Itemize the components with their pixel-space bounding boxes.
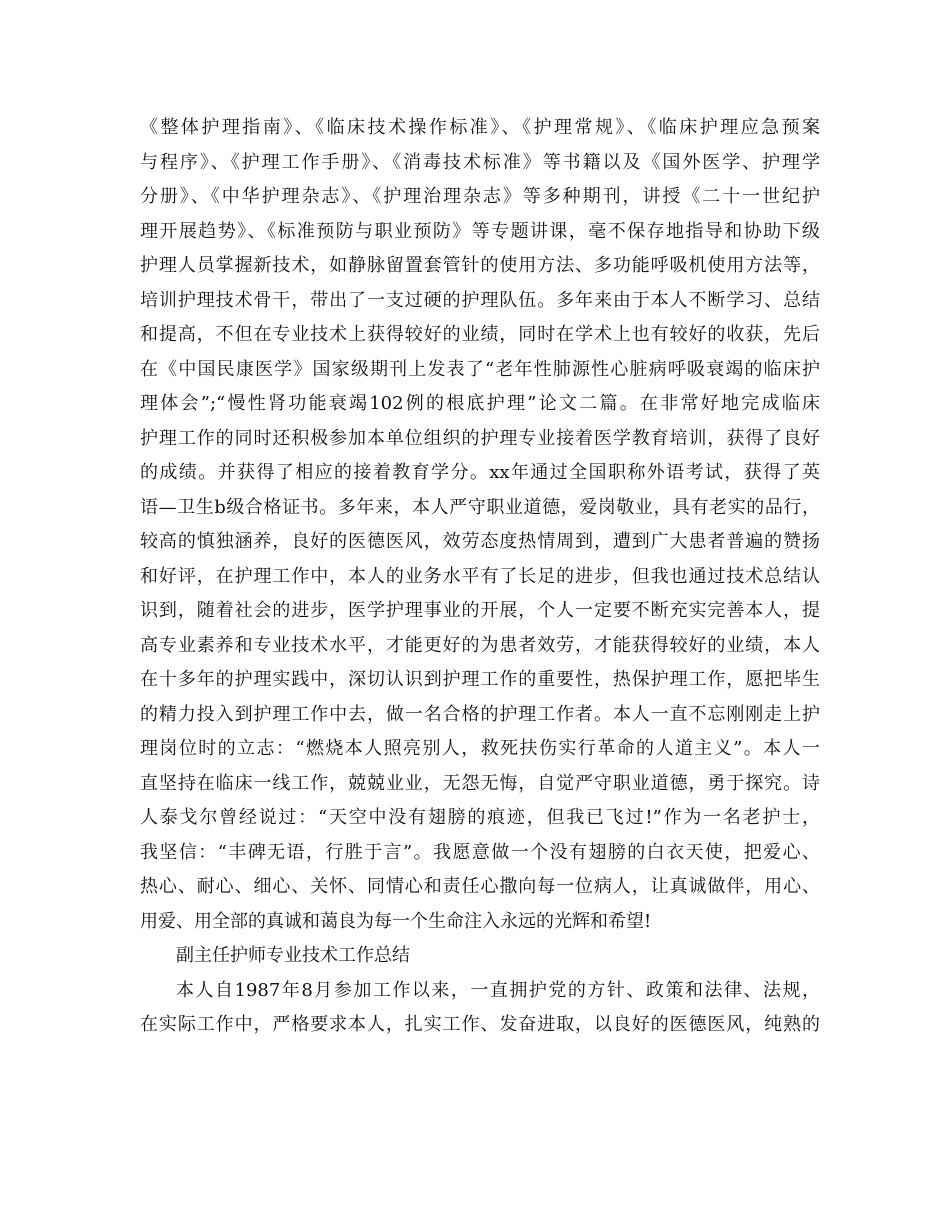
body-line: 护理工作的同时还积极参加本单位组织的护理专业接着医学教育培训，获得了良好 [140,427,820,449]
body-line: 热心、耐心、细心、关怀、同情心和责任心撒向每一位病人，让真诚做伴，用心、 [140,876,820,897]
body-line: 分册》、《中华护理杂志》、《护理治理杂志》等多种期刊，讲授《二十一世纪护 [140,186,820,207]
body-line: 在十多年的护理实践中，深切认识到护理工作的重要性，热保护理工作，愿把毕生 [140,669,820,690]
body-line: 人泰戈尔曾经说过：“天空中没有翅膀的痕迹，但我已飞过!”作为一名老护士， [140,807,820,828]
body-line: 培训护理技术骨干，带出了一支过硬的护理队伍。多年来由于本人不断学习、总结 [140,289,820,311]
body-line: 理开展趋势》、《标准预防与职业预防》等专题讲课，毫不保存地指导和协助下级 [140,220,820,242]
body-line: 的成绩。并获得了相应的接着教育学分。xx年通过全国职称外语考试，获得了英 [140,462,820,483]
body-line: 高专业素养和专业技术水平，才能更好的为患者效劳，才能获得较好的业绩，本人 [140,634,820,656]
section-title: 副主任护师专业技术工作总结 [176,945,410,966]
body-line: 理体会”;“慢性肾功能衰竭102例的根底护理”论文二篇。在非常好地完成临床 [140,393,820,414]
body-line: 理岗位时的立志：“燃烧本人照亮别人，救死扶伤实行革命的人道主义”。本人一 [140,738,820,759]
body-line-last: 用爱、用全部的真诚和蔼良为每一个生命注入永远的光辉和希望! [140,910,652,932]
body-line: 直坚持在临床一线工作，兢兢业业，无怨无悔，自觉严守职业道德，勇于探究。诗 [140,772,820,794]
body-line: 和好评，在护理工作中，本人的业务水平有了长足的进步，但我也通过技术总结认 [140,565,820,587]
body-line: 较高的慎独涵养，良好的医德医风，效劳态度热情周到，遭到广大患者普遍的赞扬 [140,531,820,552]
document-body [140,111,820,1043]
body-line: 我坚信：“丰碑无语，行胜于言”。我愿意做一个没有翅膀的白衣天使，把爱心、 [140,841,820,863]
body-line: 和提高，不但在专业技术上获得较好的业绩，同时在学术上也有较好的收获，先后 [140,324,820,345]
body-line: 的精力投入到护理工作中去，做一名合格的护理工作者。本人一直不忘刚刚走上护 [140,703,820,725]
body-line: 语—卫生b级合格证书。多年来，本人严守职业道德，爱岗敬业，具有老实的品行， [140,496,820,518]
body-line: 与程序》、《护理工作手册》、《消毒技术标准》等书籍以及《国外医学、护理学 [140,151,820,173]
body-line: 《整体护理指南》、《临床技术操作标准》、《护理常规》、《临床护理应急预案 [140,117,820,138]
body-line: 本人自1987年8月参加工作以来，一直拥护党的方针、政策和法律、法规， [176,979,820,1001]
body-line: 在实际工作中，严格要求本人，扎实工作、发奋进取，以良好的医德医风，纯熟的 [140,1014,820,1035]
body-line: 识到，随着社会的进步，医学护理事业的开展，个人一定要不断充实完善本人，提 [140,600,820,621]
body-line: 护理人员掌握新技术，如静脉留置套管针的使用方法、多功能呼吸机使用方法等， [140,255,820,276]
body-line: 在《中国民康医学》国家级期刊上发表了“老年性肺源性心脏病呼吸衰竭的临床护 [140,358,820,380]
